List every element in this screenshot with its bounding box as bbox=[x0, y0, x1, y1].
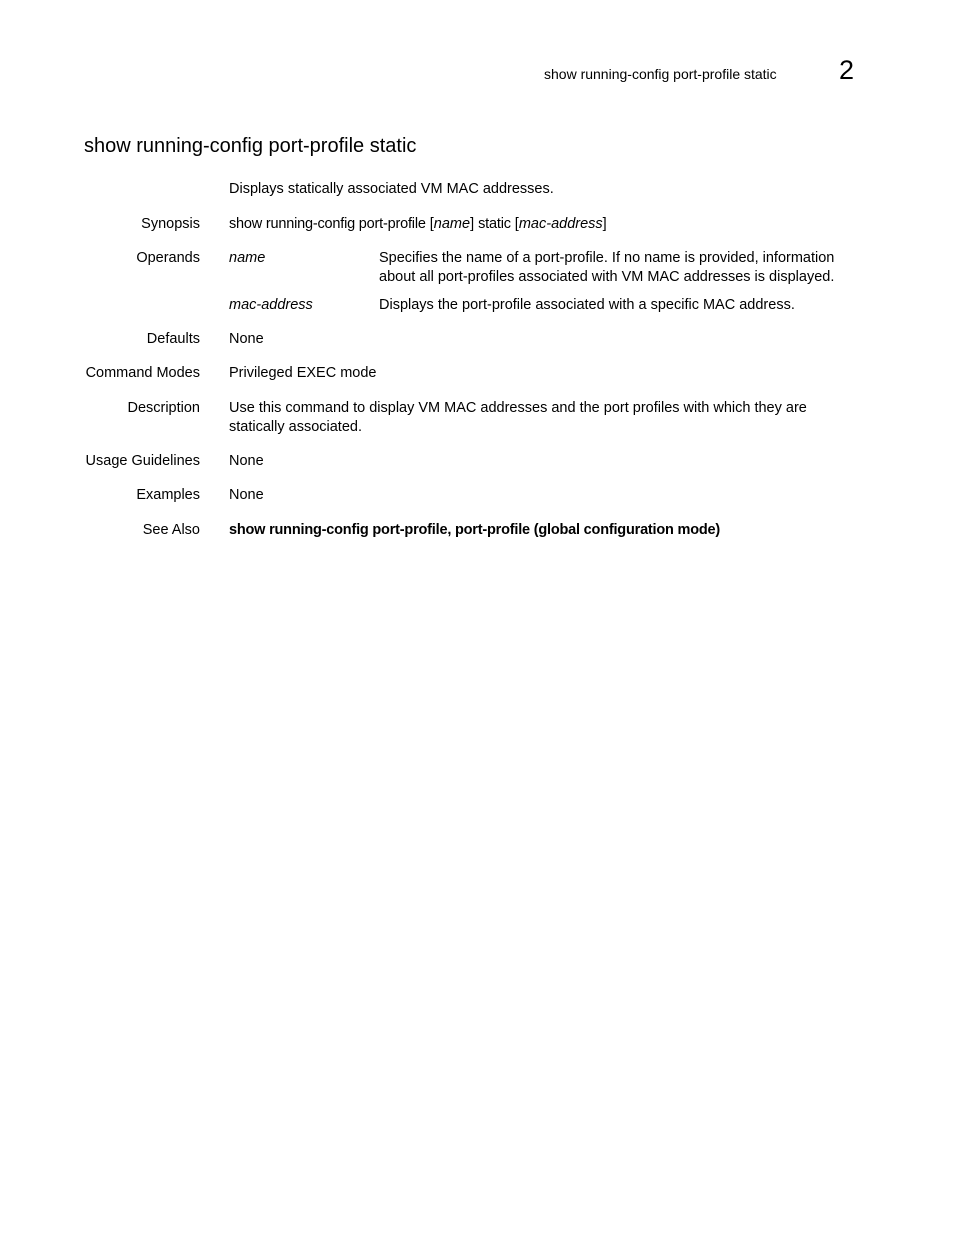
command-title: show running-config port-profile static bbox=[84, 135, 417, 157]
operand-description: Displays the port-profile associated with a specific MAC address. bbox=[379, 297, 795, 313]
chapter-number: 2 bbox=[839, 55, 855, 85]
description-value: Use this command to display VM MAC addresses and the port profiles with which they are statically associated. bbox=[229, 400, 807, 435]
examples-label: Examples bbox=[136, 487, 200, 503]
command-modes-label: Command Modes bbox=[85, 365, 200, 381]
synopsis-arg-mac: mac-address bbox=[518, 216, 603, 232]
see-also-link[interactable]: show running-config port-profile, port-profile (global configuration mode) bbox=[229, 522, 721, 538]
synopsis-bracket-open-2: [ bbox=[510, 216, 519, 232]
description-label: Description bbox=[127, 400, 200, 416]
command-intro: Displays statically associated VM MAC addresses. bbox=[229, 181, 554, 197]
defaults-value: None bbox=[229, 331, 264, 347]
operand-name: mac-address bbox=[229, 297, 313, 313]
usage-guidelines-value: None bbox=[229, 453, 264, 469]
synopsis-command: show running-config port-profile bbox=[229, 216, 426, 232]
see-also-label: See Also bbox=[142, 522, 200, 538]
synopsis-bracket-close-2: ] bbox=[602, 216, 607, 232]
synopsis-arg-name: name bbox=[433, 216, 471, 232]
synopsis-keyword: static bbox=[478, 216, 511, 232]
synopsis-bracket-close-1: ] bbox=[470, 216, 479, 232]
synopsis-bracket-open-1: [ bbox=[425, 216, 434, 232]
defaults-label: Defaults bbox=[146, 331, 200, 347]
command-modes-value: Privileged EXEC mode bbox=[229, 365, 377, 381]
operand-description: Specifies the name of a port-profile. If no name is provided, information about all port-profiles associated with VM MAC addresses is displayed. bbox=[379, 250, 835, 285]
operand-name: name bbox=[229, 250, 266, 266]
examples-value: None bbox=[229, 487, 264, 503]
synopsis-line bbox=[229, 215, 607, 234]
running-title: show running-config port-profile static bbox=[544, 66, 777, 82]
operands-label: Operands bbox=[136, 250, 200, 266]
synopsis-label: Synopsis bbox=[141, 216, 200, 232]
usage-guidelines-label: Usage Guidelines bbox=[85, 453, 200, 469]
